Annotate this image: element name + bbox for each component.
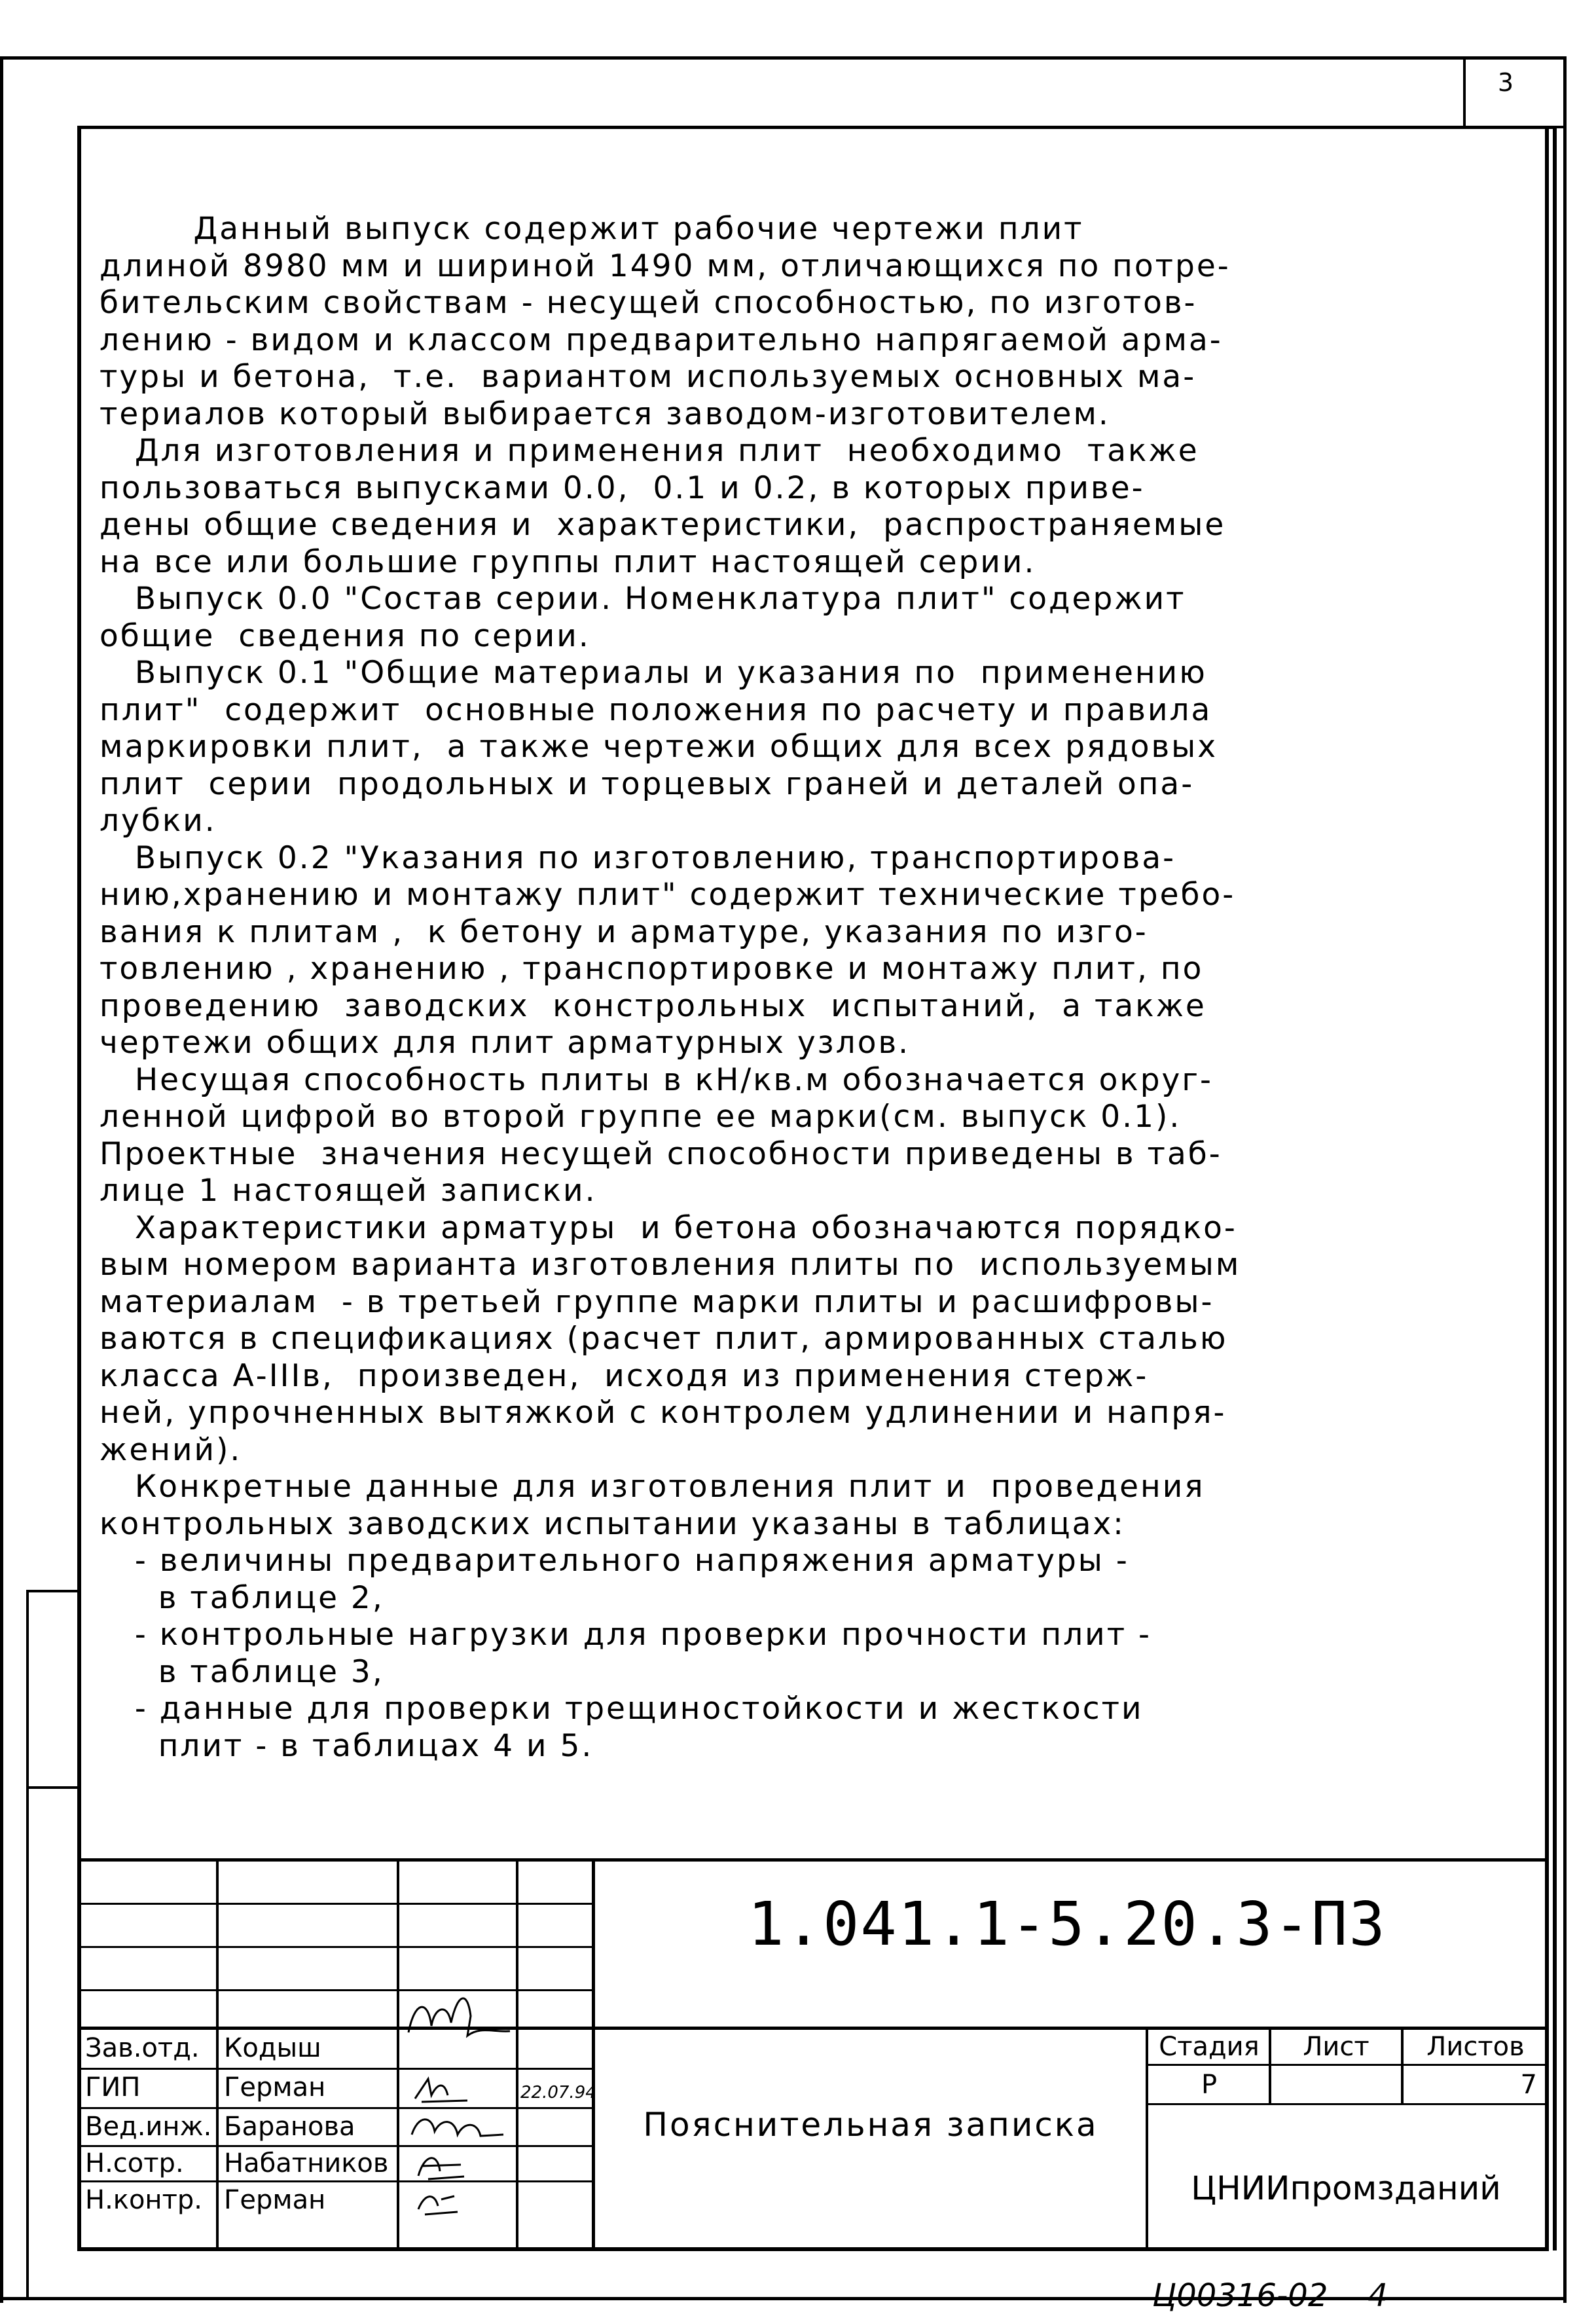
tb-main-divider bbox=[77, 2027, 1549, 2030]
body-line: в таблице 3, bbox=[100, 1653, 384, 1690]
inner-frame-left bbox=[77, 126, 81, 2250]
binding-strip-mid bbox=[26, 1786, 80, 1789]
body-line: Данный выпуск содержит рабочие чертежи плит bbox=[100, 211, 1084, 247]
body-line: - контрольные нагрузки для проверки прочности плит - bbox=[100, 1617, 1152, 1653]
body-line: товлению , хранению , транспортировке и монтажу плит, по bbox=[100, 951, 1204, 987]
body-line: плит серии продольных и торцевых граней и деталей опа- bbox=[100, 765, 1195, 802]
signature-norm-control bbox=[402, 2183, 513, 2220]
sheet-header: Лист bbox=[1303, 2032, 1369, 2062]
tb-col-1 bbox=[216, 1858, 219, 2250]
body-line: вания к плитам , к бетону и арматуре, указания по изго- bbox=[100, 913, 1148, 950]
body-line: Конкретные данные для изготовления плит и проведения bbox=[100, 1469, 1205, 1505]
approval-date: 22.07.94 bbox=[520, 2083, 596, 2103]
inner-frame-top bbox=[79, 126, 1555, 129]
body-line: на все или большие группы плит настоящей серии. bbox=[100, 543, 1036, 580]
archive-stamp: Ц00316-02 4 bbox=[1152, 2277, 1388, 2314]
body-line: класса А-IIIв, произведен, исходя из применения стерж- bbox=[100, 1357, 1149, 1394]
stage-header: Стадия bbox=[1159, 2032, 1260, 2062]
body-line: лице 1 настоящей записки. bbox=[100, 1173, 597, 1209]
role-position-1: Зав.отд. bbox=[85, 2033, 200, 2063]
body-line: Проектные значения несущей способности приведены в таб- bbox=[100, 1135, 1222, 1172]
body-line: туры и бетона, т.е. вариантом используемых основных ма- bbox=[100, 359, 1197, 395]
body-line: общие сведения по серии. bbox=[100, 617, 590, 654]
tb-right-row-1 bbox=[1146, 2064, 1549, 2066]
body-line: чертежи общих для плит арматурных узлов. bbox=[100, 1025, 911, 1061]
body-line: дены общие сведения и характеристики, распространяемые bbox=[100, 507, 1226, 543]
body-line: ней, упрочненных вытяжкой с контролем удлинении и напря- bbox=[100, 1395, 1227, 1431]
body-line: - величины предварительного напряжения арматуры - bbox=[100, 1543, 1129, 1579]
outer-frame-top bbox=[0, 56, 1566, 60]
organization-name: ЦНИИпромзданий bbox=[1191, 2169, 1501, 2207]
role-name-3: Баранова bbox=[224, 2112, 355, 2142]
inner-frame-bottom bbox=[77, 2247, 1549, 2251]
body-line: жений). bbox=[100, 1431, 242, 1468]
explanatory-note-body bbox=[100, 211, 1448, 1765]
body-line: в таблице 2, bbox=[100, 1579, 384, 1616]
body-line: материалам - в третьей группе марки плиты и расшифровы- bbox=[100, 1283, 1214, 1320]
body-line: вым номером варианта изготовления плиты по используемым bbox=[100, 1247, 1241, 1283]
signature-chief-engineer bbox=[402, 2069, 513, 2108]
body-line: пользоваться выпусками 0.0, 0.1 и 0.2, в которых приве- bbox=[100, 469, 1145, 506]
sheets-value: 7 bbox=[1520, 2070, 1537, 2100]
body-line: ваются в спецификациях (расчет плит, армированных сталью bbox=[100, 1321, 1228, 1357]
role-position-3: Вед.инж. bbox=[85, 2112, 212, 2142]
sheet-box-shadow bbox=[1553, 126, 1557, 2250]
body-line: ленной цифрой во второй группе ее марки(см. выпуск 0.1). bbox=[100, 1099, 1182, 1135]
body-line: маркировки плит, а также чертежи общих для всех рядовых bbox=[100, 729, 1218, 765]
role-position-5: Н.контр. bbox=[85, 2185, 202, 2215]
tb-top-line bbox=[77, 1858, 1549, 1862]
signature-researcher bbox=[402, 2146, 513, 2183]
signature-lead-engineer bbox=[402, 2108, 513, 2148]
binding-strip-vertical bbox=[26, 1590, 29, 2297]
sheet-box-left bbox=[1463, 56, 1466, 128]
sheet-number: 3 bbox=[1497, 68, 1514, 97]
sheet-box-bottom bbox=[1463, 126, 1566, 128]
body-line: Выпуск 0.2 "Указания по изготовлению, транспортирова- bbox=[100, 839, 1176, 876]
body-line: плит" содержит основные положения по расчету и правила bbox=[100, 691, 1212, 728]
outer-frame-right bbox=[1563, 56, 1567, 2303]
role-name-4: Набатников bbox=[224, 2148, 389, 2178]
tb-col-5 bbox=[1146, 2027, 1148, 2250]
tb-col-6 bbox=[1269, 2027, 1271, 2105]
inner-frame-right bbox=[1545, 126, 1549, 2250]
body-line: Характеристики арматуры и бетона обозначаются порядко- bbox=[100, 1209, 1237, 1246]
body-line: Выпуск 0.1 "Общие материалы и указания по применению bbox=[100, 655, 1207, 691]
body-line: Несущая способность плиты в кН/кв.м обозначается округ- bbox=[100, 1061, 1214, 1098]
body-line: плит - в таблицах 4 и 5. bbox=[100, 1727, 594, 1764]
tb-col-2 bbox=[397, 1858, 399, 2250]
role-position-2: ГИП bbox=[85, 2072, 141, 2103]
tb-col-7 bbox=[1401, 2027, 1404, 2105]
body-line: лению - видом и классом предварительно напрягаемой арма- bbox=[100, 321, 1223, 358]
body-line: проведению заводских констрольных испытаний, а также bbox=[100, 987, 1206, 1024]
role-name-5: Герман bbox=[224, 2185, 326, 2215]
tb-right-row-2 bbox=[1146, 2103, 1549, 2105]
body-line: териалов который выбирается заводом-изготовителем. bbox=[100, 395, 1110, 432]
binding-strip-top bbox=[26, 1590, 80, 1592]
body-line: нию,хранению и монтажу плит" содержит технические требо- bbox=[100, 877, 1236, 913]
body-line: лубки. bbox=[100, 803, 217, 839]
role-name-1: Кодыш bbox=[224, 2033, 321, 2063]
body-line: Выпуск 0.0 "Состав серии. Номенклатура плит" содержит bbox=[100, 581, 1186, 617]
outer-frame-left bbox=[0, 56, 3, 2303]
role-name-2: Герман bbox=[224, 2072, 326, 2103]
document-code: 1.041.1-5.20.3-ПЗ bbox=[748, 1889, 1387, 1959]
signature-head-dept bbox=[402, 1987, 513, 2046]
body-line: бительским свойствам - несущей способностью, по изготов- bbox=[100, 285, 1197, 321]
body-line: длиной 8980 мм и шириной 1490 мм, отличающихся по потре- bbox=[100, 248, 1231, 284]
sheets-header: Листов bbox=[1426, 2032, 1525, 2062]
body-line: Для изготовления и применения плит необходимо также bbox=[100, 433, 1199, 469]
body-line: контрольных заводских испытании указаны в таблицах: bbox=[100, 1505, 1126, 1542]
tb-col-3 bbox=[516, 1858, 518, 2250]
stage-value: Р bbox=[1201, 2070, 1218, 2100]
document-title: Пояснительная записка bbox=[643, 2106, 1098, 2144]
body-line: - данные для проверки трещиностойкости и жесткости bbox=[100, 1691, 1144, 1727]
role-position-4: Н.сотр. bbox=[85, 2148, 184, 2178]
